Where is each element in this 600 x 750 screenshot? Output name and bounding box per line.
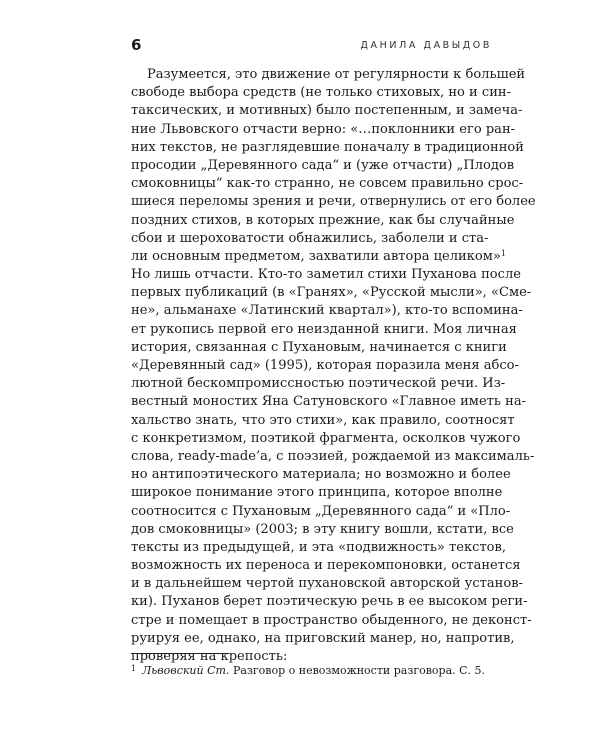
footnote-author: Львовский Ст. <box>142 664 230 677</box>
text-line: первых публикаций (в «Гранях», «Русской мысли», «Сме- <box>131 285 532 301</box>
text-line: свободе выбора средств (не только стиховых, но и син- <box>131 85 512 101</box>
text-line: вестный моностих Яна Сатуновского «Главное иметь на- <box>131 394 527 410</box>
body-text <box>131 66 536 666</box>
text-line: соотносится с Пухановым „Деревянного сада“ и «Пло- <box>131 503 511 519</box>
text-line: «Деревянный сад» (1995), которая поразила меня абсо- <box>131 358 519 373</box>
text-line: ли основным предметом, захватили автора целиком» <box>131 248 501 264</box>
text-line: руируя ее, однако, на приговский манер, но, напротив, <box>131 630 515 646</box>
text-line-with-footnote-ref <box>131 248 506 266</box>
text-line: с конкретизмом, поэтикой фрагмента, осколков чужого <box>131 430 521 446</box>
text-line: ки). Пуханов берет поэтическую речь в ее высоком реги- <box>131 594 528 610</box>
text-line: стре и помещает в пространство обыденного, не деконст- <box>131 612 532 628</box>
text-line: широкое понимание этого принципа, которое вполне <box>131 485 503 501</box>
text-line: Но лишь отчасти. Кто-то заметил стихи Пуханова после <box>131 267 521 283</box>
footnote-mark: 1 <box>131 664 137 673</box>
footnote-text: Разговор о невозможности разговора. С. 5. <box>232 664 486 677</box>
text-line: лютной бескомпромиссностью поэтической речи. Из- <box>131 376 506 392</box>
text-line: тексты из предыдущей, и эта «подвижность» текстов, <box>131 539 507 555</box>
text-line: дов смоковницы» (2003; в эту книгу вошли, кстати, все <box>131 521 514 537</box>
text-line: история, связанная с Пухановым, начинается с книги <box>131 339 507 355</box>
text-line: не», альманахе «Латинский квартал»), кто-то вспомина- <box>131 303 523 319</box>
footnote-divider <box>131 653 229 654</box>
text-line: ние Львовского отчасти верно: «…поклонники его ран- <box>131 121 516 137</box>
text-line: возможность их переноса и перекомпоновки, останется <box>131 558 521 574</box>
text-line: и в дальнейшем чертой пухановской авторской установ- <box>131 576 523 592</box>
text-line: поздних стихов, в которых прежние, как бы случайные <box>131 212 515 228</box>
text-line: смоковницы“ как-то странно, не совсем правильно срос- <box>131 176 524 192</box>
text-line: но антипоэтического материала; но возможно и более <box>131 467 511 483</box>
text-line: хальство знать, что это стихи», как правило, соотносят <box>131 412 515 428</box>
text-line: шиеся переломы зрения и речи, отвернулись от его более <box>131 194 536 210</box>
text-line: проверяя на крепость: <box>131 649 288 664</box>
running-head: ДАНИЛА ДАВЫДОВ <box>360 40 492 51</box>
footnote-ref: 1 <box>500 248 506 258</box>
text-line: Разумеется, это движение от регулярности к большей <box>147 67 526 82</box>
page-number: 6 <box>131 36 142 54</box>
text-line: слова, ready-made’а, с поэзией, рождаемой из максималь- <box>131 448 535 464</box>
text-line: ет рукопись первой его неизданной книги. Моя личная <box>131 321 517 337</box>
text-line: них текстов, не разглядевшие поначалу в традиционной <box>131 139 524 155</box>
text-line: просодии „Деревянного сада“ и (уже отчасти) „Плодов <box>131 157 515 173</box>
text-line: таксических, и мотивных) было постепенным, и замеча- <box>131 103 523 119</box>
footnote <box>131 664 485 677</box>
text-line: сбои и шероховатости обнажились, заболели и ста- <box>131 230 489 246</box>
